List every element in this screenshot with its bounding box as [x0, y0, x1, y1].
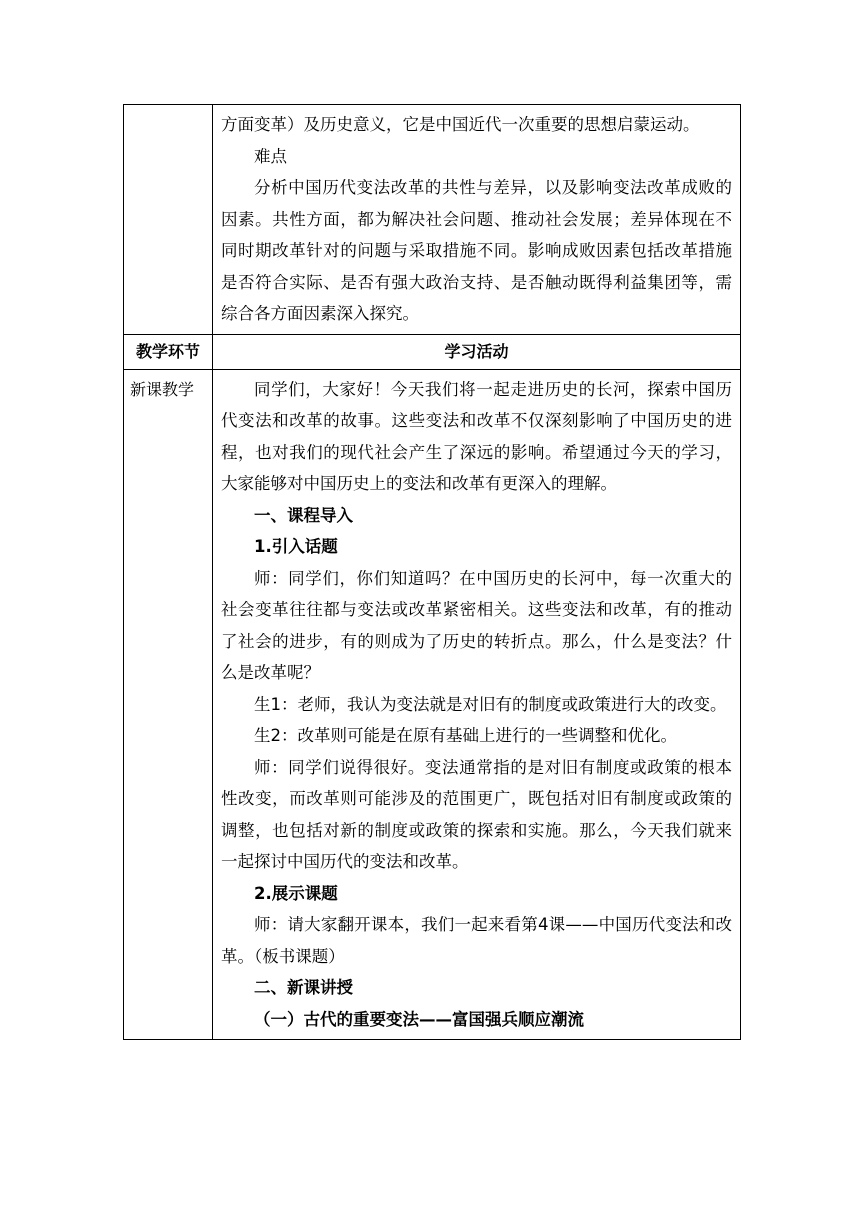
- table-row-body: [124, 369, 741, 1040]
- header-teaching-stage: 教学环节: [135, 341, 200, 361]
- paragraph: 生1：老师，我认为变法就是对旧有的制度或政策进行大的改变。: [254, 694, 727, 714]
- body-row-right-cell: [213, 369, 741, 1040]
- paragraph: 师：同学们，你们知道吗？在中国历史的长河中，每一次重大的社会变革往往都与变法或改革紧密相关。这些变法和改革，有的推动了社会的进步，有的则成为了历史的转折点。那么，什么是变法？什么是改革呢？: [221, 568, 732, 682]
- top-row-left-cell: [124, 105, 213, 335]
- paragraph: 方面变革）及历史意义，它是中国近代一次重要的思想启蒙运动。: [221, 115, 700, 134]
- paragraph: 师：同学们说得很好。变法通常指的是对旧有制度或政策的根本性改变，而改革则可能涉及的范围更广，既包括对旧有制度或政策的调整，也包括对新的制度或政策的探索和实施。那么，今天我们就来一起探讨中国历代的变法和改革。: [221, 757, 732, 871]
- paragraph: （一）古代的重要变法——富国强兵顺应潮流: [254, 1009, 584, 1029]
- paragraph: 1.引入话题: [254, 537, 338, 556]
- paragraph: 2.展示课题: [254, 883, 338, 903]
- paragraph: 生2：改革则可能是在原有基础上进行的一些调整和优化。: [254, 726, 677, 745]
- body-row-content: [213, 370, 740, 1040]
- paragraph: 一、课程导入: [254, 505, 353, 525]
- header-left-cell: [124, 334, 213, 369]
- paragraph: 难点: [254, 146, 287, 166]
- paragraph: 同学们，大家好！今天我们将一起走进历史的长河，探索中国历代变法和改革的故事。这些变法和改革不仅深刻影响了中国历史的进程，也对我们的现代社会产生了深远的影响。希望通过今天的学习，大家能够对中国历史上的变法和改革有更深入的理解。: [221, 379, 732, 493]
- header-right-cell: [213, 334, 741, 369]
- body-row-left-label: 新课教学: [130, 379, 195, 399]
- header-learning-activity: 学习活动: [444, 341, 509, 361]
- table-header-row: [124, 334, 741, 369]
- top-row-content: [213, 105, 740, 334]
- body-row-left-cell: [124, 369, 213, 1040]
- lesson-plan-table: [123, 104, 741, 1040]
- paragraph: 师：请大家翻开课本，我们一起来看第4课——中国历代变法和改革。（板书课题）: [221, 915, 732, 966]
- paragraph: 分析中国历代变法改革的共性与差异，以及影响变法改革成败的因素。共性方面，都为解决社会问题、推动社会发展；差异体现在不同时期改革针对的问题与采取措施不同。影响成败因素包括改革措施是否符合实际、是否有强大政治支持、是否触动既得利益集团等，需综合各方面因素深入探究。: [221, 178, 732, 323]
- top-row-left-label: [124, 105, 212, 109]
- table-row-top: [124, 105, 741, 335]
- paragraph: 二、新课讲授: [254, 978, 353, 997]
- top-row-right-cell: [213, 105, 741, 335]
